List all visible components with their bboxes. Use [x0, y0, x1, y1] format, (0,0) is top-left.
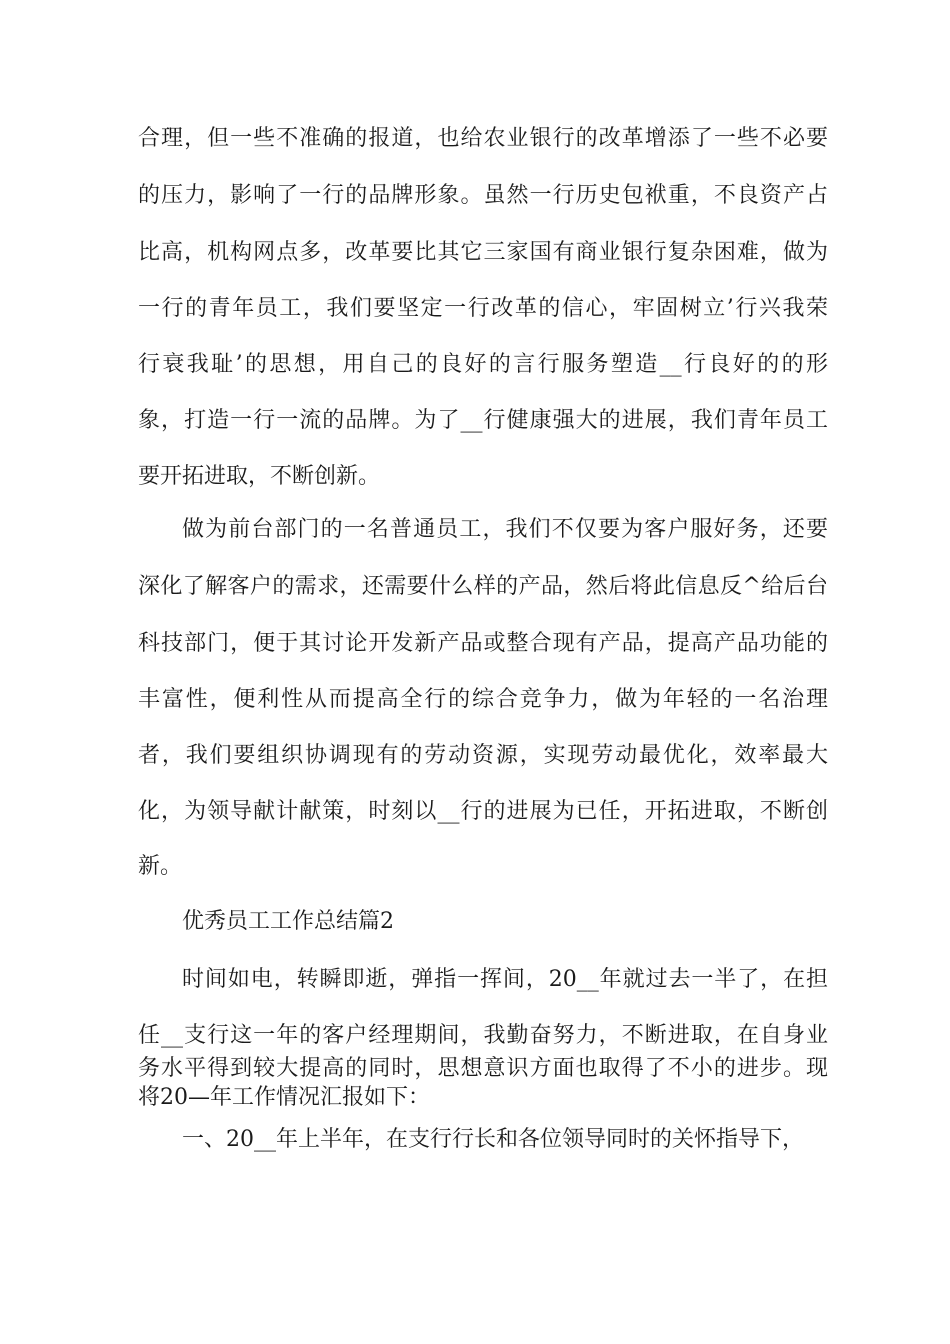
paragraph-line: 时间如电，转瞬即逝，弹指一挥间，20__年就过去一半了，在担	[182, 967, 828, 992]
paragraph-line: 做为前台部门的一名普通员工，我们不仅要为客户服好务，还要	[182, 517, 828, 542]
paragraph-line: 任__支行这一年的客户经理期间，我勤奋努力，不断进取，在自身业	[138, 1023, 828, 1048]
section-heading: 优秀员工工作总结篇2	[182, 909, 394, 934]
paragraph-line: 象，打造一行一流的品牌。为了__行健康强大的进展，我们青年员工	[138, 408, 828, 433]
paragraph-line: 合理，但一些不准确的报道，也给农业银行的改革增添了一些不必要	[138, 126, 828, 151]
paragraph-line: 务水平得到较大提高的同时，思想意识方面也取得了不小的进步。现	[138, 1056, 828, 1081]
paragraph-line: 行衰我耻’的思想，用自己的良好的言行服务塑造__行良好的的形	[138, 352, 828, 377]
paragraph-line: 科技部门，便于其讨论开发新产品或整合现有产品，提高产品功能的	[138, 631, 828, 656]
paragraph-line: 的压力，影响了一行的品牌形象。虽然一行历史包袱重，不良资产占	[138, 183, 828, 208]
paragraph-line: 深化了解客户的需求，还需要什么样的产品，然后将此信息反^给后台	[138, 574, 828, 599]
paragraph-line: 要开拓进取，不断创新。	[138, 464, 381, 489]
paragraph-line: 丰富性，便利性从而提高全行的综合竞争力，做为年轻的一名治理	[138, 687, 828, 712]
paragraph-line: 将20—年工作情况汇报如下：	[138, 1085, 430, 1110]
paragraph-line: 新。	[138, 854, 183, 879]
paragraph-line: 比高，机构网点多，改革要比其它三家国有商业银行复杂困难，做为	[138, 240, 828, 265]
paragraph-line: 者，我们要组织协调现有的劳动资源，实现劳动最优化，效率最大	[138, 743, 828, 768]
paragraph-line: 一、20__年上半年，在支行行长和各位领导同时的关怀指导下，	[182, 1127, 804, 1152]
paragraph-line: 一行的青年员工，我们要坚定一行改革的信心，牢固树立’行兴我荣	[138, 296, 828, 321]
paragraph-line: 化，为领导献计献策，时刻以__行的进展为已任，开拓进取，不断创	[138, 799, 828, 824]
